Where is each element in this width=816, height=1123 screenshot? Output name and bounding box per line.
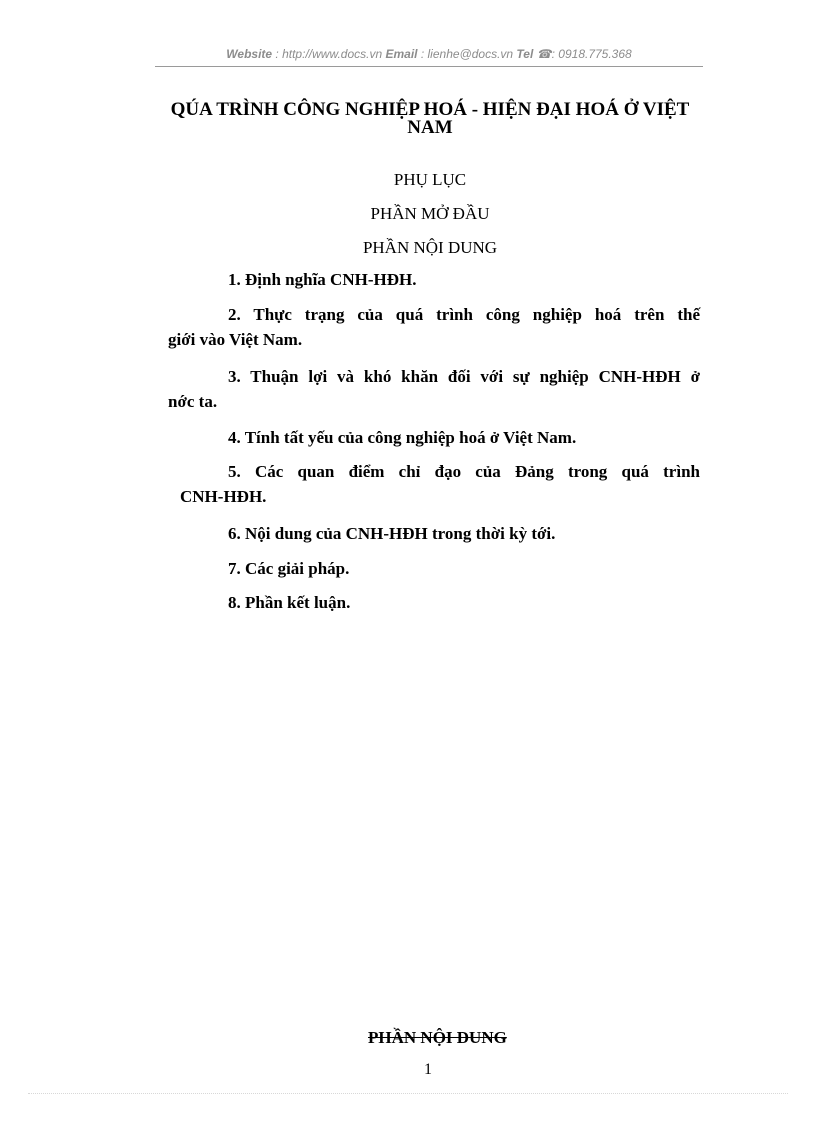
list-item-line: 7. Các giải pháp. [228,559,350,578]
list-item [168,425,700,450]
page-header [155,47,703,61]
list-item [168,459,700,509]
list-item [168,267,700,292]
list-item [168,556,700,581]
section-phu-luc: PHỤ LỤC [393,170,467,189]
list-item-line: 5. Các quan điểm chỉ đạo của Đảng trong quá trình [228,462,700,481]
bottom-heading: PHẦN NỘI DUNG [368,1028,507,1047]
phone-icon: ☎ [536,47,552,61]
list-item-line: 4. Tính tất yếu của công nghiệp hoá ở Việt Nam. [228,428,577,447]
email-value: : lienhe@docs.vn [420,47,514,61]
list-item-line: giới vào Việt Nam. [168,330,303,349]
list-item [168,364,700,414]
header-rule [155,66,703,67]
section-mo-dau: PHẦN MỞ ĐẦU [370,204,490,223]
website-value: : http://www.docs.vn [275,47,383,61]
document-title: QÚA TRÌNH CÔNG NGHIỆP HOÁ - HIỆN ĐẠI HOÁ Ở VIỆT NAM [170,99,690,138]
list-item [168,590,700,615]
page-number: 1 [424,1061,432,1078]
list-item [168,302,700,352]
list-item [168,521,700,546]
list-item-line: 2. Thực trạng của quá trình công nghiệp hoá trên thế [228,305,700,324]
list-item-line: 3. Thuận lợi và khó khăn đối với sự nghiệp CNH-HĐH ở [228,367,700,386]
website-label: Website [226,47,273,61]
list-item-line: 6. Nội dung của CNH-HĐH trong thời kỳ tới. [228,524,556,543]
tel-value: : 0918.775.368 [551,47,632,61]
list-item-line: 1. Định nghĩa CNH-HĐH. [228,270,417,289]
tel-label: Tel [516,47,534,61]
list-item-line: CNH-HĐH. [180,487,267,506]
bottom-dotted-rule [28,1093,788,1094]
section-noi-dung: PHẦN NỘI DUNG [362,238,498,257]
email-label: Email [385,47,418,61]
list-item-line: 8. Phần kết luận. [228,593,351,612]
list-item-line: nớc ta. [168,392,218,411]
